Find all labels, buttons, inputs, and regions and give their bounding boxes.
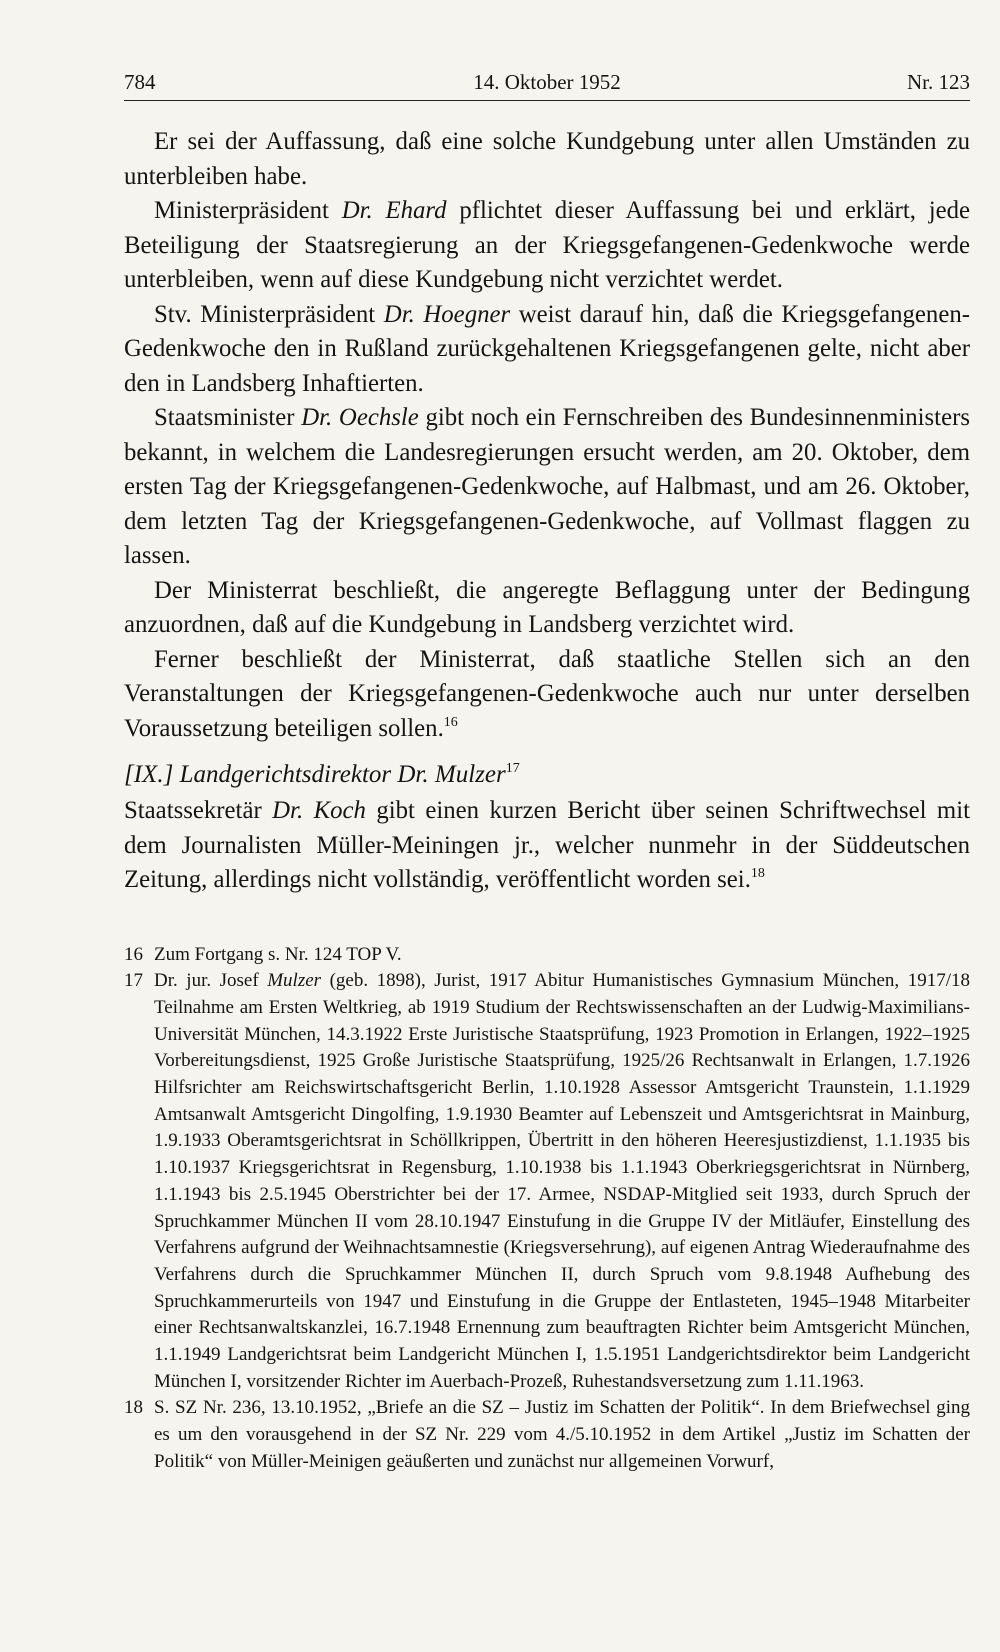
- speaker-name: Dr. Oechsle: [301, 404, 419, 431]
- footnote-number: 16: [124, 943, 143, 965]
- section-title: Landgerichtsdirektor Dr. Mulzer: [179, 761, 506, 788]
- speaker-name: Dr. Ehard: [341, 197, 447, 224]
- footnote: [124, 968, 970, 1395]
- speaker-name: Dr. Hoegner: [383, 300, 511, 328]
- footnote-text: (geb. 1898), Jurist, 1917 Abitur Humanistisches Gymnasium München, 1917/18 Teilnahme am Ersten Weltkrieg, ab 1919 Studium der Rechtswissenschaften an der Ludwig-Maximilians-Universität München, 14.3.1922 Erste Juristische Staatsprüfung, 1923 Promotion in Erlangen, 1922–1925 Vorbereitungsdienst, 1925 Große Juristische Staatsprüfung, 1925/26 Rechtsanwalt in Erlangen, 1.7.1926 Hilfsrichter am Reichswirtschaftsgericht Berlin, 1.10.1928 Assessor Amtsgericht Traunstein, 1.1.1929 Amtsanwalt Amtsgericht Dingolfing, 1.9.1930 Beamter auf Lebenszeit und Amtsgerichtsrat in Mainburg, 1.9.1933 Oberamtsgerichtsrat in Schöllkrippen, Übertritt in den höheren Heeresjustizdienst, 1.1.1935 bis 1.10.1937 Kriegsgerichtsrat in Regensburg, 1.10.1938 bis 1.1.1943 Oberkriegsgerichtsrat in Nürnberg, 1.1.1943 bis 2.5.1945 Oberstrichter bei der 17. Armee, NSDAP-Mitglied seit 1933, durch Spruch der Spruchkammer München II vom 28.10.1947 Einstufung in die Gruppe IV der Mitläufer, Einstellung des Verfahrens aufgrund der Weihnachtsamnestie (Kriegsversehrung), auf eigenen Antrag Wiederaufnahme des Verfahrens durch die Spruchkammer München II, durch Spruch vom 9.8.1948 Aufhebung des Spruchkammerurteils von 1947 und Einstufung in die Gruppe der Entlasteten, 1945–1948 Mitarbeiter einer Rechtsanwaltskanzlei, 16.7.1948 Ernennung zum beauftragten Richter beim Amtsgericht München, 1.1.1949 Landgerichtsrat beim Landgericht München I, 1.5.1951 Landgerichtsdirektor beim Landgericht München I, vorsitzender Richter im Auerbach-Prozeß, Ruhestandsversetzung zum 1.11.1963.: [154, 970, 970, 1392]
- paragraph-6-text: Ferner beschließt der Ministerrat, daß staatliche Stellen sich an den Veranstaltungen der Kriegsgefangenen-Gedenkwoche auch nur unter derselben Voraussetzung beteiligen sollen.: [124, 645, 970, 742]
- footnote-text: Zum Fortgang s. Nr. 124 TOP V.: [154, 943, 402, 965]
- paragraph-4: [124, 401, 970, 574]
- paragraph-4-text-b: gibt noch ein Fernschreiben des Bundesinnenministers bekannt, in welchem die Landesregierungen ersucht werden, am 20. Oktober, dem ersten Tag der Kriegsgefangenen-Gedenkwoche, auf Halbmast, und am 26. Oktober, dem letzten Tag der Kriegsgefangenen-Gedenkwoche, auf Vollmast flaggen zu lassen.: [124, 404, 970, 569]
- paragraph-7-text-b: gibt einen kurzen Bericht über seinen Schriftwechsel mit dem Journalisten Müller-Meiningen jr., welcher nunmehr in der Süddeutschen Zeitung, allerdings nicht vollständig, veröffentlicht worden sei.: [124, 797, 970, 893]
- footnote-number: 18: [124, 1397, 143, 1419]
- paragraph-3-text-b: weist darauf hin, daß die Kriegsgefangenen-Gedenkwoche den in Rußland zurückgehaltenen Kriegsgefangenen gelte, nicht aber den in Landsberg Inhaftierten.: [124, 300, 970, 397]
- footnote: [124, 942, 970, 969]
- section-heading: [124, 758, 970, 792]
- document-page: [124, 66, 970, 1476]
- header-rule: [124, 100, 970, 101]
- paragraph-5-text: Der Ministerrat beschließt, die angeregte Beflaggung unter der Bedingung anzuordnen, daß auf die Kundgebung in Landsberg verzichtet wird.: [124, 576, 970, 638]
- paragraph-1-text: Er sei der Auffassung, daß eine solche Kundgebung unter allen Umständen zu unterbleiben habe.: [124, 128, 970, 190]
- paragraph-1: [124, 125, 970, 194]
- speaker-name: Dr. Koch: [272, 797, 366, 824]
- page-number: 784: [124, 70, 156, 94]
- paragraph-5: [124, 574, 970, 643]
- footnote-person-name: Mulzer: [267, 970, 322, 992]
- paragraph-7-text-a: Staatssekretär: [124, 797, 273, 824]
- paragraph-4-text-a: Staatsminister: [154, 404, 302, 431]
- running-header: [124, 66, 970, 100]
- footnote: [124, 1395, 970, 1475]
- footnote-ref: 16: [443, 714, 458, 730]
- footnotes: [124, 942, 970, 1476]
- footnote-text: Dr. jur. Josef: [154, 970, 268, 992]
- paragraph-2-text-a: Ministerpräsident: [154, 197, 342, 224]
- issue-number: Nr. 123: [907, 70, 970, 94]
- footnote-number: 17: [124, 970, 143, 992]
- paragraph-7: [124, 794, 970, 898]
- footnote-ref: 17: [505, 761, 520, 776]
- paragraph-6: [124, 643, 970, 747]
- footnote-text: S. SZ Nr. 236, 13.10.1952, „Briefe an die SZ – Justiz im Schatten der Politik“. In dem Briefwechsel ging es um den vorausgehend in der SZ Nr. 229 vom 4./5.10.1952 in dem Artikel „Justiz im Schatten der Politik“ von Müller-Meinigen geäußerten und zunächst nur allgemeinen Vorwurf,: [154, 1397, 970, 1472]
- footnote-ref: 18: [750, 866, 765, 881]
- header-date: 14. Oktober 1952: [473, 70, 621, 94]
- paragraph-3-text-a: Stv. Ministerpräsident: [154, 300, 384, 328]
- paragraph-3: [124, 298, 970, 402]
- main-text: [124, 125, 970, 898]
- section-number: [IX.]: [124, 761, 174, 788]
- paragraph-2: [124, 194, 970, 298]
- paragraph-2-text-b: pflichtet dieser Auffassung bei und erklärt, jede Beteiligung der Staatsregierung an der Kriegsgefangenen-Gedenkwoche werde unterbleiben, wenn auf diese Kundgebung nicht verzichtet werdet.: [124, 197, 970, 293]
